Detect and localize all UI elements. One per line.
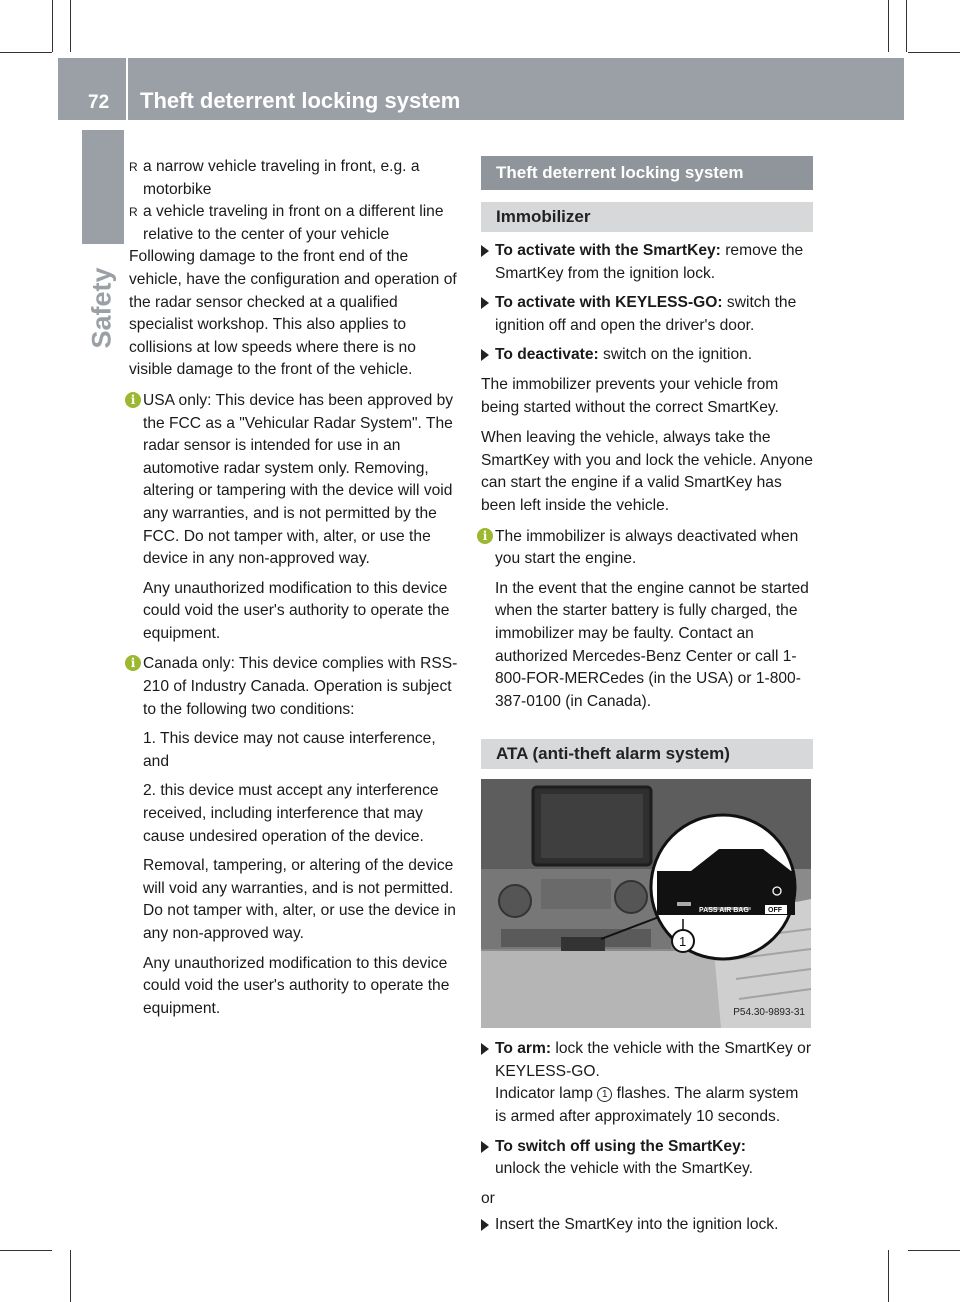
instruction-step	[481, 1038, 813, 1128]
crop-mark	[70, 1250, 71, 1302]
step-label: To activate with KEYLESS-GO:	[495, 294, 723, 312]
paragraph: Following damage to the front end of the vehicle, have the configuration and operation of the radar sensor checked at a qualified specialist workshop. This also applies to collisions at low speeds where there is no visible damage to the front of the vehicle.	[129, 248, 457, 379]
step-text: flashes. The alarm system is armed after approximately 10 seconds.	[495, 1085, 799, 1126]
bullet-glyph: R	[129, 205, 138, 220]
step-text: switch the ignition off and open the driver's door.	[495, 294, 797, 334]
crop-mark	[70, 0, 71, 52]
subsection-heading-ata: ATA (anti-theft alarm system)	[481, 739, 813, 769]
figure-caption: P54.30-9893-31	[733, 1006, 805, 1018]
step-label: To deactivate:	[495, 346, 599, 364]
bullet-text: a vehicle traveling in front on a different line relative to the center of your vehicle	[143, 203, 444, 243]
step-label: To activate with the SmartKey:	[495, 242, 721, 259]
info-icon: i	[477, 528, 493, 544]
list-item	[129, 201, 463, 246]
right-column	[481, 156, 813, 1244]
crop-mark	[888, 1250, 889, 1302]
instruction-step	[481, 240, 813, 285]
crop-mark	[0, 52, 52, 53]
info-note-usa	[129, 390, 463, 646]
step-label: To switch off using the SmartKey:	[495, 1137, 746, 1155]
crop-mark	[52, 0, 53, 52]
panel-off-label: OFF	[768, 907, 782, 915]
step-text: switch on the ignition.	[598, 346, 753, 364]
page-number: 72	[88, 92, 110, 113]
crop-mark	[888, 0, 889, 52]
step-label: To arm:	[495, 1040, 552, 1058]
info-icon: i	[125, 392, 141, 408]
note-paragraph: 2. this device must accept any interference received, including interference that may cause undesired operation of the device.	[143, 782, 439, 845]
paragraph: When leaving the vehicle, always take the SmartKey with you and lock the vehicle. Anyone can start the engine if a valid SmartKey has been left inside the vehicle.	[481, 429, 813, 514]
note-paragraph: Removal, tampering, or altering of the device will void any warranties, and is not permitted. Do not tamper with, alter, or use the device in any non-approved way.	[143, 857, 456, 942]
callout-number: 1	[679, 934, 687, 950]
arrow-icon	[481, 1043, 489, 1055]
step-text: unlock the vehicle with the SmartKey.	[495, 1160, 753, 1178]
note-paragraph: 1. This device may not cause interference, and	[143, 730, 436, 770]
side-tab-block	[82, 130, 124, 244]
crop-mark	[908, 52, 960, 53]
arrow-icon	[481, 297, 489, 309]
note-paragraph: In the event that the engine cannot be started when the starter battery is fully charged, the immobilizer may be faulty. Contact an authorized Mercedes-Benz Center or call 1-800-FOR-MERCedes (in the USA) or 1-800-387-0100 (in Canada).	[495, 579, 809, 710]
step-text: Insert the SmartKey into the ignition lock.	[495, 1216, 779, 1234]
arrow-icon	[481, 245, 489, 257]
crop-mark	[908, 1250, 960, 1251]
instruction-step	[481, 1136, 813, 1181]
page-title: Theft deterrent locking system	[140, 88, 461, 113]
arrow-icon	[481, 349, 489, 361]
info-note-immobilizer	[481, 526, 813, 714]
step-text: lock the vehicle with the SmartKey or KEYLESS-GO.	[495, 1040, 812, 1080]
page-header	[58, 58, 904, 120]
paragraph: or	[481, 1189, 495, 1207]
crop-mark	[0, 1250, 52, 1251]
header-divider	[126, 58, 128, 120]
note-paragraph: USA only: This device has been approved by the FCC as a "Vehicular Radar System". The radar sensor is intended for use in an automotive radar system only. Removing, altering or tampering with the device will void any warranties, and is not permitted by the FCC. Do not tamper with, alter, or use the device in any non-approved way.	[143, 391, 454, 568]
side-tab-label	[84, 268, 120, 348]
info-note-canada	[129, 653, 463, 1020]
bullet-text: a narrow vehicle traveling in front, e.g. a motorbike	[143, 158, 420, 198]
side-tab-text: Safety	[86, 267, 117, 349]
paragraph: The immobilizer prevents your vehicle from being started without the correct SmartKey.	[481, 375, 779, 416]
arrow-icon	[481, 1141, 489, 1153]
bullet-glyph: R	[129, 160, 138, 174]
note-paragraph: The immobilizer is always deactivated when you start the engine.	[495, 527, 799, 568]
subsection-heading-immobilizer: Immobilizer	[481, 202, 813, 232]
step-text: Indicator lamp	[495, 1085, 598, 1103]
crop-mark	[906, 0, 907, 52]
note-paragraph: Any unauthorized modification to this device could void the user's authority to operate the equipment.	[143, 579, 450, 642]
panel-label: PASS AIR BAG	[699, 907, 749, 915]
callout-marker: 1	[597, 1087, 612, 1102]
dashboard-illustration	[481, 779, 811, 1028]
note-paragraph: Canada only: This device complies with RSS-210 of Industry Canada. Operation is subject to the following two conditions:	[143, 655, 458, 718]
instruction-step	[481, 1214, 813, 1237]
note-paragraph: Any unauthorized modification to this device could void the user's authority to operate the equipment.	[143, 954, 450, 1017]
arrow-icon	[481, 1219, 489, 1231]
instruction-step	[481, 292, 813, 337]
left-column	[129, 156, 463, 1028]
info-icon: i	[125, 655, 141, 671]
section-heading: Theft deterrent locking system	[481, 156, 813, 190]
list-item	[129, 156, 463, 201]
instruction-step	[481, 344, 813, 367]
ata-figure	[481, 779, 811, 1028]
step-text: remove the SmartKey from the ignition lock.	[495, 242, 804, 282]
